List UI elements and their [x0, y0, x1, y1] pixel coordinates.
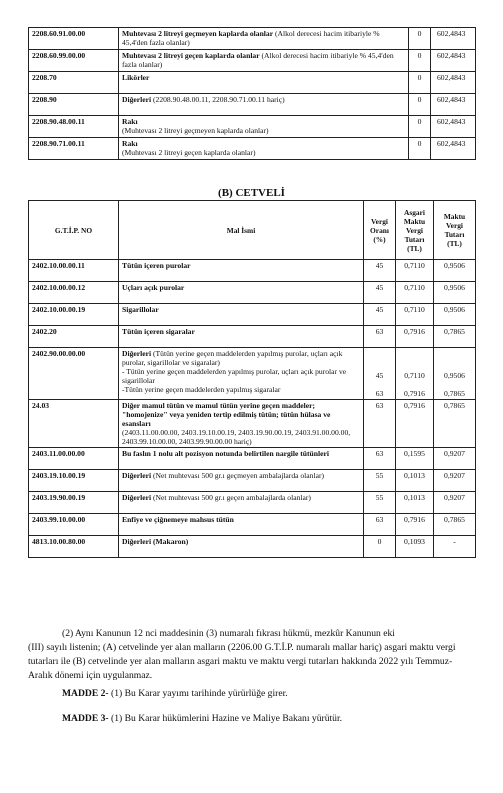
tax-rate: 63 — [364, 326, 396, 348]
gtip-code: 2208.90.71.00.11 — [29, 138, 119, 160]
gtip-code: 2208.90 — [29, 94, 119, 116]
gtip-code: 2402.10.00.00.11 — [29, 260, 119, 282]
table-row — [29, 514, 476, 536]
table-b — [28, 200, 476, 558]
item-name: Bu faslın 1 nolu alt pozisyon notunda belirtilen nargile tütünleri — [119, 448, 364, 470]
header-min-amount: Asgari Maktu Vergi Tutarı (TL) — [396, 201, 434, 260]
min-amount: 0,7110 0,7916 — [396, 348, 434, 400]
tax-rate: 0 — [409, 94, 431, 116]
fixed-amount: 0,9506 — [434, 260, 476, 282]
tax-rate: 63 — [364, 514, 396, 536]
min-amount: 0,1093 — [396, 536, 434, 558]
gtip-code: 2402.10.00.00.12 — [29, 282, 119, 304]
article-3-text: (1) Bu Karar hükümlerini Hazine ve Maliye Bakanı yürütür. — [108, 713, 343, 724]
tax-amount: 602,4843 — [431, 50, 476, 72]
tax-rate: 63 — [364, 448, 396, 470]
tax-amount: 602,4843 — [431, 138, 476, 160]
item-name: Rakı (Muhtevası 2 litreyi geçmeyen kaplarda olanlar) — [119, 116, 409, 138]
table-row — [29, 448, 476, 470]
tax-rate: 45 — [364, 304, 396, 326]
item-name: Diğer mamul tütün ve mamul tütün yerine geçen maddeler; "homojenize" veya yeniden tertip edilmiş tütün; tütün hülasa ve esansları (2403.11.00.00.00, 2403.19.10.00.19, 2403.19.90.00.19, 2403.91.00.00.00, 2403.99.10.00.00, 2403.99.90.00.00 hariç) — [119, 400, 364, 448]
item-name: Muhtevası 2 litreyi geçen kaplarda olanlar (Alkol derecesi hacim itibariyle % 45,4'den fazla olanlar) — [119, 50, 409, 72]
item-name: Muhtevası 2 litreyi geçmeyen kaplarda olanlar (Alkol derecesi hacim itibariyle % 45,4'den fazla olanlar) — [119, 28, 409, 50]
article-2-label: MADDE 2- — [62, 688, 109, 699]
article-3-label: MADDE 3- — [62, 713, 109, 724]
table-a — [28, 27, 476, 160]
table-row — [29, 94, 476, 116]
tax-rate: 45 63 — [364, 348, 396, 400]
item-name: Likörler — [119, 72, 409, 94]
table-row — [29, 72, 476, 94]
item-name: Diğerleri (Tütün yerine geçen maddelerden yapılmış purolar, uçları açık purolar, sigarillolar ve sigaralar) - Tütün yerine geçen maddelerden yapılmış purolar, uçları açık purolar ve sigarillolar -Tütün yerine geçen maddelerden yapılmış sigaralar — [119, 348, 364, 400]
table-row — [29, 28, 476, 50]
tax-rate: 0 — [409, 72, 431, 94]
table-row — [29, 400, 476, 448]
item-name: Tütün içeren purolar — [119, 260, 364, 282]
header-gtip: G.T.İ.P. NO — [29, 201, 119, 260]
tax-rate: 0 — [364, 536, 396, 558]
min-amount: 0,7916 — [396, 326, 434, 348]
fixed-amount: - — [434, 536, 476, 558]
fixed-amount: 0,7865 — [434, 326, 476, 348]
paragraph-first-line: (2) Aynı Kanunun 12 nci maddesinin (3) numaralı fıkrası hükmü, mezkûr Kanunun eki — [62, 628, 395, 639]
table-row — [29, 138, 476, 160]
table-row — [29, 282, 476, 304]
tax-rate: 45 — [364, 260, 396, 282]
min-amount: 0,7110 — [396, 304, 434, 326]
tax-rate: 55 — [364, 492, 396, 514]
gtip-code: 24.03 — [29, 400, 119, 448]
table-row — [29, 536, 476, 558]
fixed-amount: 0,9506 0,7865 — [434, 348, 476, 400]
min-amount: 0,7916 — [396, 514, 434, 536]
table-header-row — [29, 201, 476, 260]
min-amount: 0,1013 — [396, 492, 434, 514]
gtip-code: 2402.20 — [29, 326, 119, 348]
item-name: Uçları açık purolar — [119, 282, 364, 304]
tax-rate: 0 — [409, 50, 431, 72]
tax-rate: 55 — [364, 470, 396, 492]
gtip-code: 2403.19.10.00.19 — [29, 470, 119, 492]
paragraph-body: (III) sayılı listenin; (A) cetvelinde yer alan malların (2206.00 G.T.İ.P. numaralı mallar hariç) asgari maktu vergi tutarları ile (B) cetvelinde yer alan malların asgari maktu ve maktu vergi tutarları hakkında 2022 yılı Temmuz-Aralık dönemi için uygulanmaz. — [28, 642, 456, 681]
table-row — [29, 50, 476, 72]
table-b-title: (B) CETVELİ — [218, 187, 285, 199]
gtip-code: 2208.60.99.00.00 — [29, 50, 119, 72]
tax-rate: 63 — [364, 400, 396, 448]
gtip-code: 2403.19.90.00.19 — [29, 492, 119, 514]
fixed-amount: 0,7865 — [434, 514, 476, 536]
table-row — [29, 348, 476, 400]
tax-rate: 0 — [409, 138, 431, 160]
header-item-name: Mal İsmi — [119, 201, 364, 260]
item-name: Tütün içeren sigaralar — [119, 326, 364, 348]
gtip-code: 2208.90.48.00.11 — [29, 116, 119, 138]
header-fixed-amount: Maktu Vergi Tutarı (TL) — [434, 201, 476, 260]
gtip-code: 2402.10.00.00.19 — [29, 304, 119, 326]
gtip-code: 2208.70 — [29, 72, 119, 94]
item-name: Rakı (Muhtevası 2 litreyi geçen kaplarda olanlar) — [119, 138, 409, 160]
tax-amount: 602,4843 — [431, 28, 476, 50]
gtip-code: 4813.10.00.80.00 — [29, 536, 119, 558]
item-name: Enfiye ve çiğnemeye mahsus tütün — [119, 514, 364, 536]
gtip-code: 2208.60.91.00.00 — [29, 28, 119, 50]
tax-amount: 602,4843 — [431, 72, 476, 94]
min-amount: 0,7110 — [396, 260, 434, 282]
table-row — [29, 116, 476, 138]
min-amount: 0,1013 — [396, 470, 434, 492]
gtip-code: 2403.11.00.00.00 — [29, 448, 119, 470]
table-row — [29, 492, 476, 514]
gtip-code: 2403.99.10.00.00 — [29, 514, 119, 536]
tax-rate: 0 — [409, 116, 431, 138]
table-row — [29, 304, 476, 326]
fixed-amount: 0,9207 — [434, 448, 476, 470]
fixed-amount: 0,9506 — [434, 304, 476, 326]
min-amount: 0,7110 — [396, 282, 434, 304]
item-name: Diğerleri (Net muhtevası 500 gr.ı geçmeyen ambalajlarda olanlar) — [119, 470, 364, 492]
item-name: Diğerleri (2208.90.48.00.11, 2208.90.71.00.11 hariç) — [119, 94, 409, 116]
fixed-amount: 0,9207 — [434, 492, 476, 514]
header-tax-rate: Vergi Oranı (%) — [364, 201, 396, 260]
item-name: Diğerleri (Net muhtevası 500 gr.ı geçen ambalajlarda olanlar) — [119, 492, 364, 514]
fixed-amount: 0,9506 — [434, 282, 476, 304]
fixed-amount: 0,9207 — [434, 470, 476, 492]
min-amount: 0,7916 — [396, 400, 434, 448]
tax-rate: 0 — [409, 28, 431, 50]
table-row — [29, 326, 476, 348]
table-row — [29, 470, 476, 492]
tax-amount: 602,4843 — [431, 116, 476, 138]
article-2-text: (1) Bu Karar yayımı tarihinde yürürlüğe girer. — [108, 688, 288, 699]
tax-rate: 45 — [364, 282, 396, 304]
table-row — [29, 260, 476, 282]
item-name: Diğerleri (Makaron) — [119, 536, 364, 558]
fixed-amount: 0,7865 — [434, 400, 476, 448]
min-amount: 0,1595 — [396, 448, 434, 470]
item-name: Sigarillolar — [119, 304, 364, 326]
tax-amount: 602,4843 — [431, 94, 476, 116]
article-3 — [62, 713, 342, 724]
gtip-code: 2402.90.00.00.00 — [29, 348, 119, 400]
article-2 — [62, 688, 288, 699]
